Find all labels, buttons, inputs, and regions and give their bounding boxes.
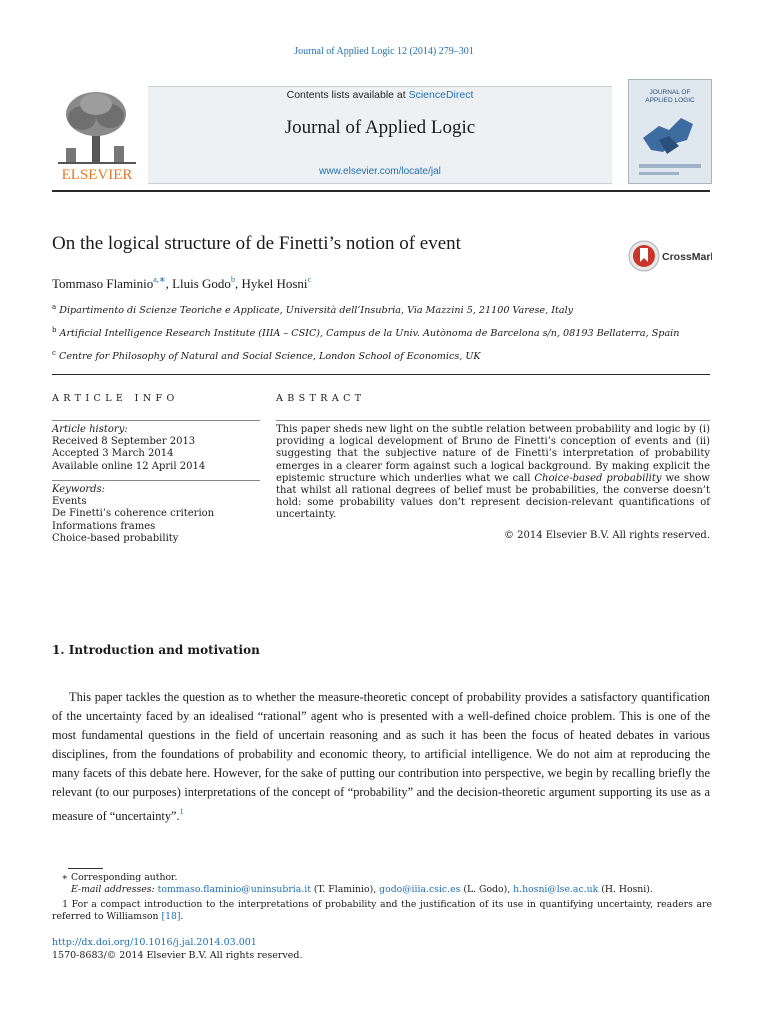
author-name: Tommaso Flaminio (52, 276, 154, 291)
sciencedirect-link[interactable]: ScienceDirect (408, 89, 474, 101)
affiliation-text: Centre for Philosophy of Natural and Social Science, London School of Economics, UK (58, 351, 481, 362)
contents-line (148, 89, 612, 101)
svg-text:CrossMark: CrossMark (662, 251, 712, 263)
email-label: E-mail addresses: (70, 884, 155, 895)
abstract-part: This paper sheds new light on the subtle relation between probability and logic by (i) providing a logical development of Bruno de Finetti’s conception of events and (ii) suggesting that the subjective nature of de Finetti’s interpretation of probability emerges in a clearer form against such a logical background. By making explicit the epistemic structure which underlies what we call (276, 424, 710, 484)
article-history (52, 424, 262, 473)
citation-link[interactable]: [18] (161, 911, 181, 922)
elsevier-tree-icon (52, 86, 142, 182)
abstract-text (276, 424, 710, 522)
keywords-label: Keywords: (52, 484, 106, 495)
affiliation-mark: b (52, 326, 57, 334)
intro-paragraph (52, 688, 710, 826)
article-title: On the logical structure of de Finetti’s notion of event (52, 233, 461, 254)
affiliation-text: Dipartimento di Scienze Teoriche e Applicate, Università dell’Insubria, Via Mazzini 5, 21100 Varese, Italy (59, 305, 574, 316)
info-top-rule (52, 374, 710, 375)
issn-line: 1570-8683/© 2014 Elsevier B.V. All rights reserved. (52, 950, 303, 961)
elsevier-logo (52, 86, 142, 182)
email-link[interactable]: h.hosni@lse.ac.uk (513, 884, 599, 895)
article-info-heading: ARTICLE INFO (52, 393, 179, 404)
affiliation-text: Artificial Intelligence Research Institute (IIIA – CSIC), Campus de la Univ. Autònoma de Barcelona s/n, 08193 Bellaterra, Spain (59, 328, 680, 339)
affiliation-mark: c (52, 349, 56, 357)
author-marks[interactable]: c (307, 275, 312, 284)
paragraph-text: This paper tackles the question as to whether the measure-theoretic concept of probability provides a satisfactory quantification of the uncertainty faced by an idealised “rational” agent who is presented with a well-defined choice problem. This is one of the most fundamental questions in the field of uncertain reasoning and as such it has been the focus of heated debates in various disciplines, from the foundations of probability and economic theory, to artificial intelligence. We do not aim at reproducing the many facets of this debate here. However, for the sake of putting our contribution into perspective, we begin by recalling briefly the relevant (to our purposes) interpretations of the concept of “probability” and the decision-theoretic argument supporting its use as a measure of “uncertainty”. (52, 690, 710, 823)
journal-header-band (148, 86, 612, 184)
journal-url-link[interactable]: www.elsevier.com/locate/jal (319, 166, 441, 177)
footnote-mark: 1 (62, 899, 68, 910)
crossmark-icon (628, 240, 712, 272)
svg-text:ELSEVIER: ELSEVIER (61, 167, 133, 182)
abstract-copyright: © 2014 Elsevier B.V. All rights reserved. (503, 530, 710, 541)
footnote-rule (68, 868, 103, 869)
author-separator: , (234, 276, 242, 291)
email-link[interactable]: tommaso.flaminio@uninsubria.it (157, 884, 311, 895)
author-marks[interactable]: b (230, 275, 235, 284)
abstract-heading: ABSTRACT (276, 393, 366, 404)
affiliation-mark: a (52, 303, 57, 311)
footnote-text: Corresponding author. (70, 872, 178, 883)
footnote-mark: ∗ (61, 872, 68, 883)
author-name: Hykel Hosni (241, 276, 308, 291)
doi-link[interactable]: http://dx.doi.org/10.1016/j.jal.2014.03.001 (52, 937, 257, 948)
footnote-corresponding (52, 872, 712, 884)
author-name: Lluis Godo (172, 276, 231, 291)
journal-cover-thumbnail[interactable] (628, 79, 712, 184)
section-heading: 1. Introduction and motivation (52, 643, 260, 657)
abstract-italic: Choice-based probability (534, 472, 662, 484)
svg-text:JOURNAL OF: JOURNAL OF (649, 89, 691, 96)
history-item: Accepted 3 March 2014 (52, 448, 174, 460)
email-owner: (L. Godo), (460, 884, 514, 895)
crossmark-button[interactable] (628, 240, 712, 272)
affiliation (52, 325, 712, 340)
history-item: Received 8 September 2013 (52, 436, 196, 448)
journal-cover-art (629, 80, 711, 183)
abstract-rule (276, 420, 710, 421)
footnote-ref-link[interactable]: 1 (179, 807, 184, 816)
keyword-item: Events (52, 496, 87, 508)
footnote-text: For a compact introduction to the interpretations of probability and the justification of its use in quantifying uncertainty, readers are referred to Williamson (52, 899, 712, 922)
history-item: Available online 12 April 2014 (52, 460, 206, 472)
email-link[interactable]: godo@iiia.csic.es (379, 884, 461, 895)
journal-name: Journal of Applied Logic (284, 117, 476, 138)
affiliation (52, 302, 712, 317)
keyword-item: De Finetti’s coherence criterion (52, 508, 215, 520)
history-label: Article history: (52, 424, 128, 435)
abstract-part: we show that whilst all rational degrees of belief must be probabilities, the converse doesn’t hold: some probability values don’t represent decision-relevant quantifications of uncertainty. (276, 472, 710, 521)
contents-prefix: Contents lists available at (286, 89, 409, 101)
header-rule (52, 190, 710, 192)
author-marks[interactable]: a,∗ (153, 275, 166, 284)
email-owner: (H. Hosni). (598, 884, 653, 895)
keyword-item: Informations frames (52, 520, 156, 532)
keywords-rule (52, 480, 260, 481)
article-info-rule (52, 420, 260, 421)
keyword-item: Choice-based probability (52, 532, 179, 544)
footnote-end: . (180, 911, 184, 922)
svg-text:APPLIED LOGIC: APPLIED LOGIC (645, 97, 695, 104)
footnote-emails (52, 884, 712, 896)
affiliation (52, 348, 712, 363)
author-list (52, 275, 311, 292)
author-separator: , (165, 276, 173, 291)
keywords (52, 484, 262, 545)
footnote-1 (52, 899, 712, 923)
running-head[interactable]: Journal of Applied Logic 12 (2014) 279–301 (294, 46, 474, 57)
email-owner: (T. Flaminio), (310, 884, 380, 895)
